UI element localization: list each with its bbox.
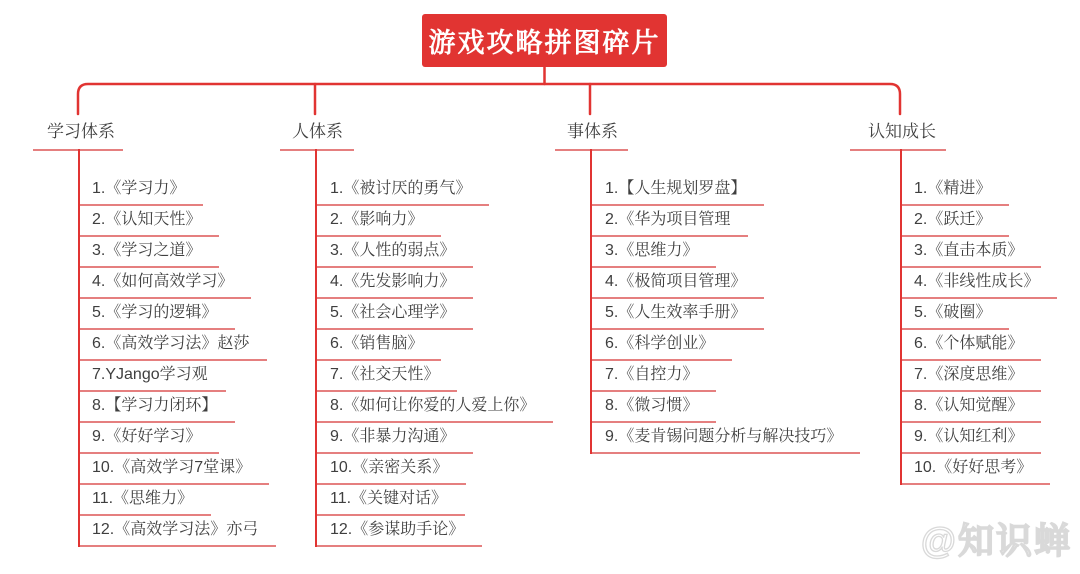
- branch-item: 2.《影响力》: [317, 206, 441, 237]
- branch-item: 4.《非线性成长》: [902, 268, 1057, 299]
- branch-item: 7.《社交天性》: [317, 361, 457, 392]
- branch-item: 7.YJango学习观: [80, 361, 226, 392]
- branch-item: 7.《深度思维》: [902, 361, 1041, 392]
- branch-item-list: [590, 149, 860, 454]
- root-topic: [422, 14, 667, 67]
- branch-item: 5.《破圈》: [902, 299, 1009, 330]
- branch-item: 9.《认知红利》: [902, 423, 1041, 454]
- branch-item: 6.《高效学习法》赵莎: [80, 330, 267, 361]
- branch-label: 事体系: [555, 121, 628, 151]
- branch-item: 10.《亲密关系》: [317, 454, 466, 485]
- branch-item-list: [900, 149, 1057, 485]
- branch-item: 3.《思维力》: [592, 237, 716, 268]
- branch-item: 4.《极简项目管理》: [592, 268, 764, 299]
- branch-item: 1.《精进》: [902, 175, 1009, 206]
- branch-item: 8.《认知觉醒》: [902, 392, 1041, 423]
- watermark: @知识蝉: [920, 520, 1072, 561]
- branch-item: 1.【人生规划罗盘】: [592, 175, 764, 206]
- branch-item: 8.《微习惯》: [592, 392, 716, 423]
- branch-item: 10.《好好思考》: [902, 454, 1050, 485]
- branch-item: 9.《非暴力沟通》: [317, 423, 473, 454]
- branch-item: 3.《直击本质》: [902, 237, 1041, 268]
- branch-item: 8.【学习力闭环】: [80, 392, 235, 423]
- branch-item: 2.《华为项目管理: [592, 206, 748, 237]
- branch-item: 10.《高效学习7堂课》: [80, 454, 269, 485]
- branch-item-list: [315, 149, 553, 547]
- branch-item: 4.《先发影响力》: [317, 268, 473, 299]
- branch-item: 1.《被讨厌的勇气》: [317, 175, 489, 206]
- branch-item: 11.《思维力》: [80, 485, 211, 516]
- branch-label: 人体系: [280, 121, 354, 151]
- root-topic-label: 游戏攻略拼图碎片: [428, 28, 661, 58]
- branch-item: 9.《好好学习》: [80, 423, 219, 454]
- branch-item: 3.《学习之道》: [80, 237, 219, 268]
- branch-item: 1.《学习力》: [80, 175, 203, 206]
- branch-item: 6.《个体赋能》: [902, 330, 1041, 361]
- branch-item-list: [78, 149, 276, 547]
- branch-item: 12.《高效学习法》亦弓: [80, 516, 276, 547]
- branch-item: 6.《科学创业》: [592, 330, 732, 361]
- branch-item: 2.《认知天性》: [80, 206, 219, 237]
- branch-item: 5.《人生效率手册》: [592, 299, 764, 330]
- branch-item: 12.《参谋助手论》: [317, 516, 482, 547]
- branch-item: 7.《自控力》: [592, 361, 716, 392]
- branch-item: 2.《跃迁》: [902, 206, 1009, 237]
- branch-item: 3.《人性的弱点》: [317, 237, 473, 268]
- branch-item: 11.《关键对话》: [317, 485, 465, 516]
- branch-item: 5.《学习的逻辑》: [80, 299, 235, 330]
- branch-item: 4.《如何高效学习》: [80, 268, 251, 299]
- branch-item: 8.《如何让你爱的人爱上你》: [317, 392, 553, 423]
- branch-label: 认知成长: [850, 121, 946, 151]
- branch-label: 学习体系: [33, 121, 123, 151]
- branch-item: 5.《社会心理学》: [317, 299, 473, 330]
- branch-item: 6.《销售脑》: [317, 330, 441, 361]
- branch-item: 9.《麦肯锡问题分析与解决技巧》: [592, 423, 860, 454]
